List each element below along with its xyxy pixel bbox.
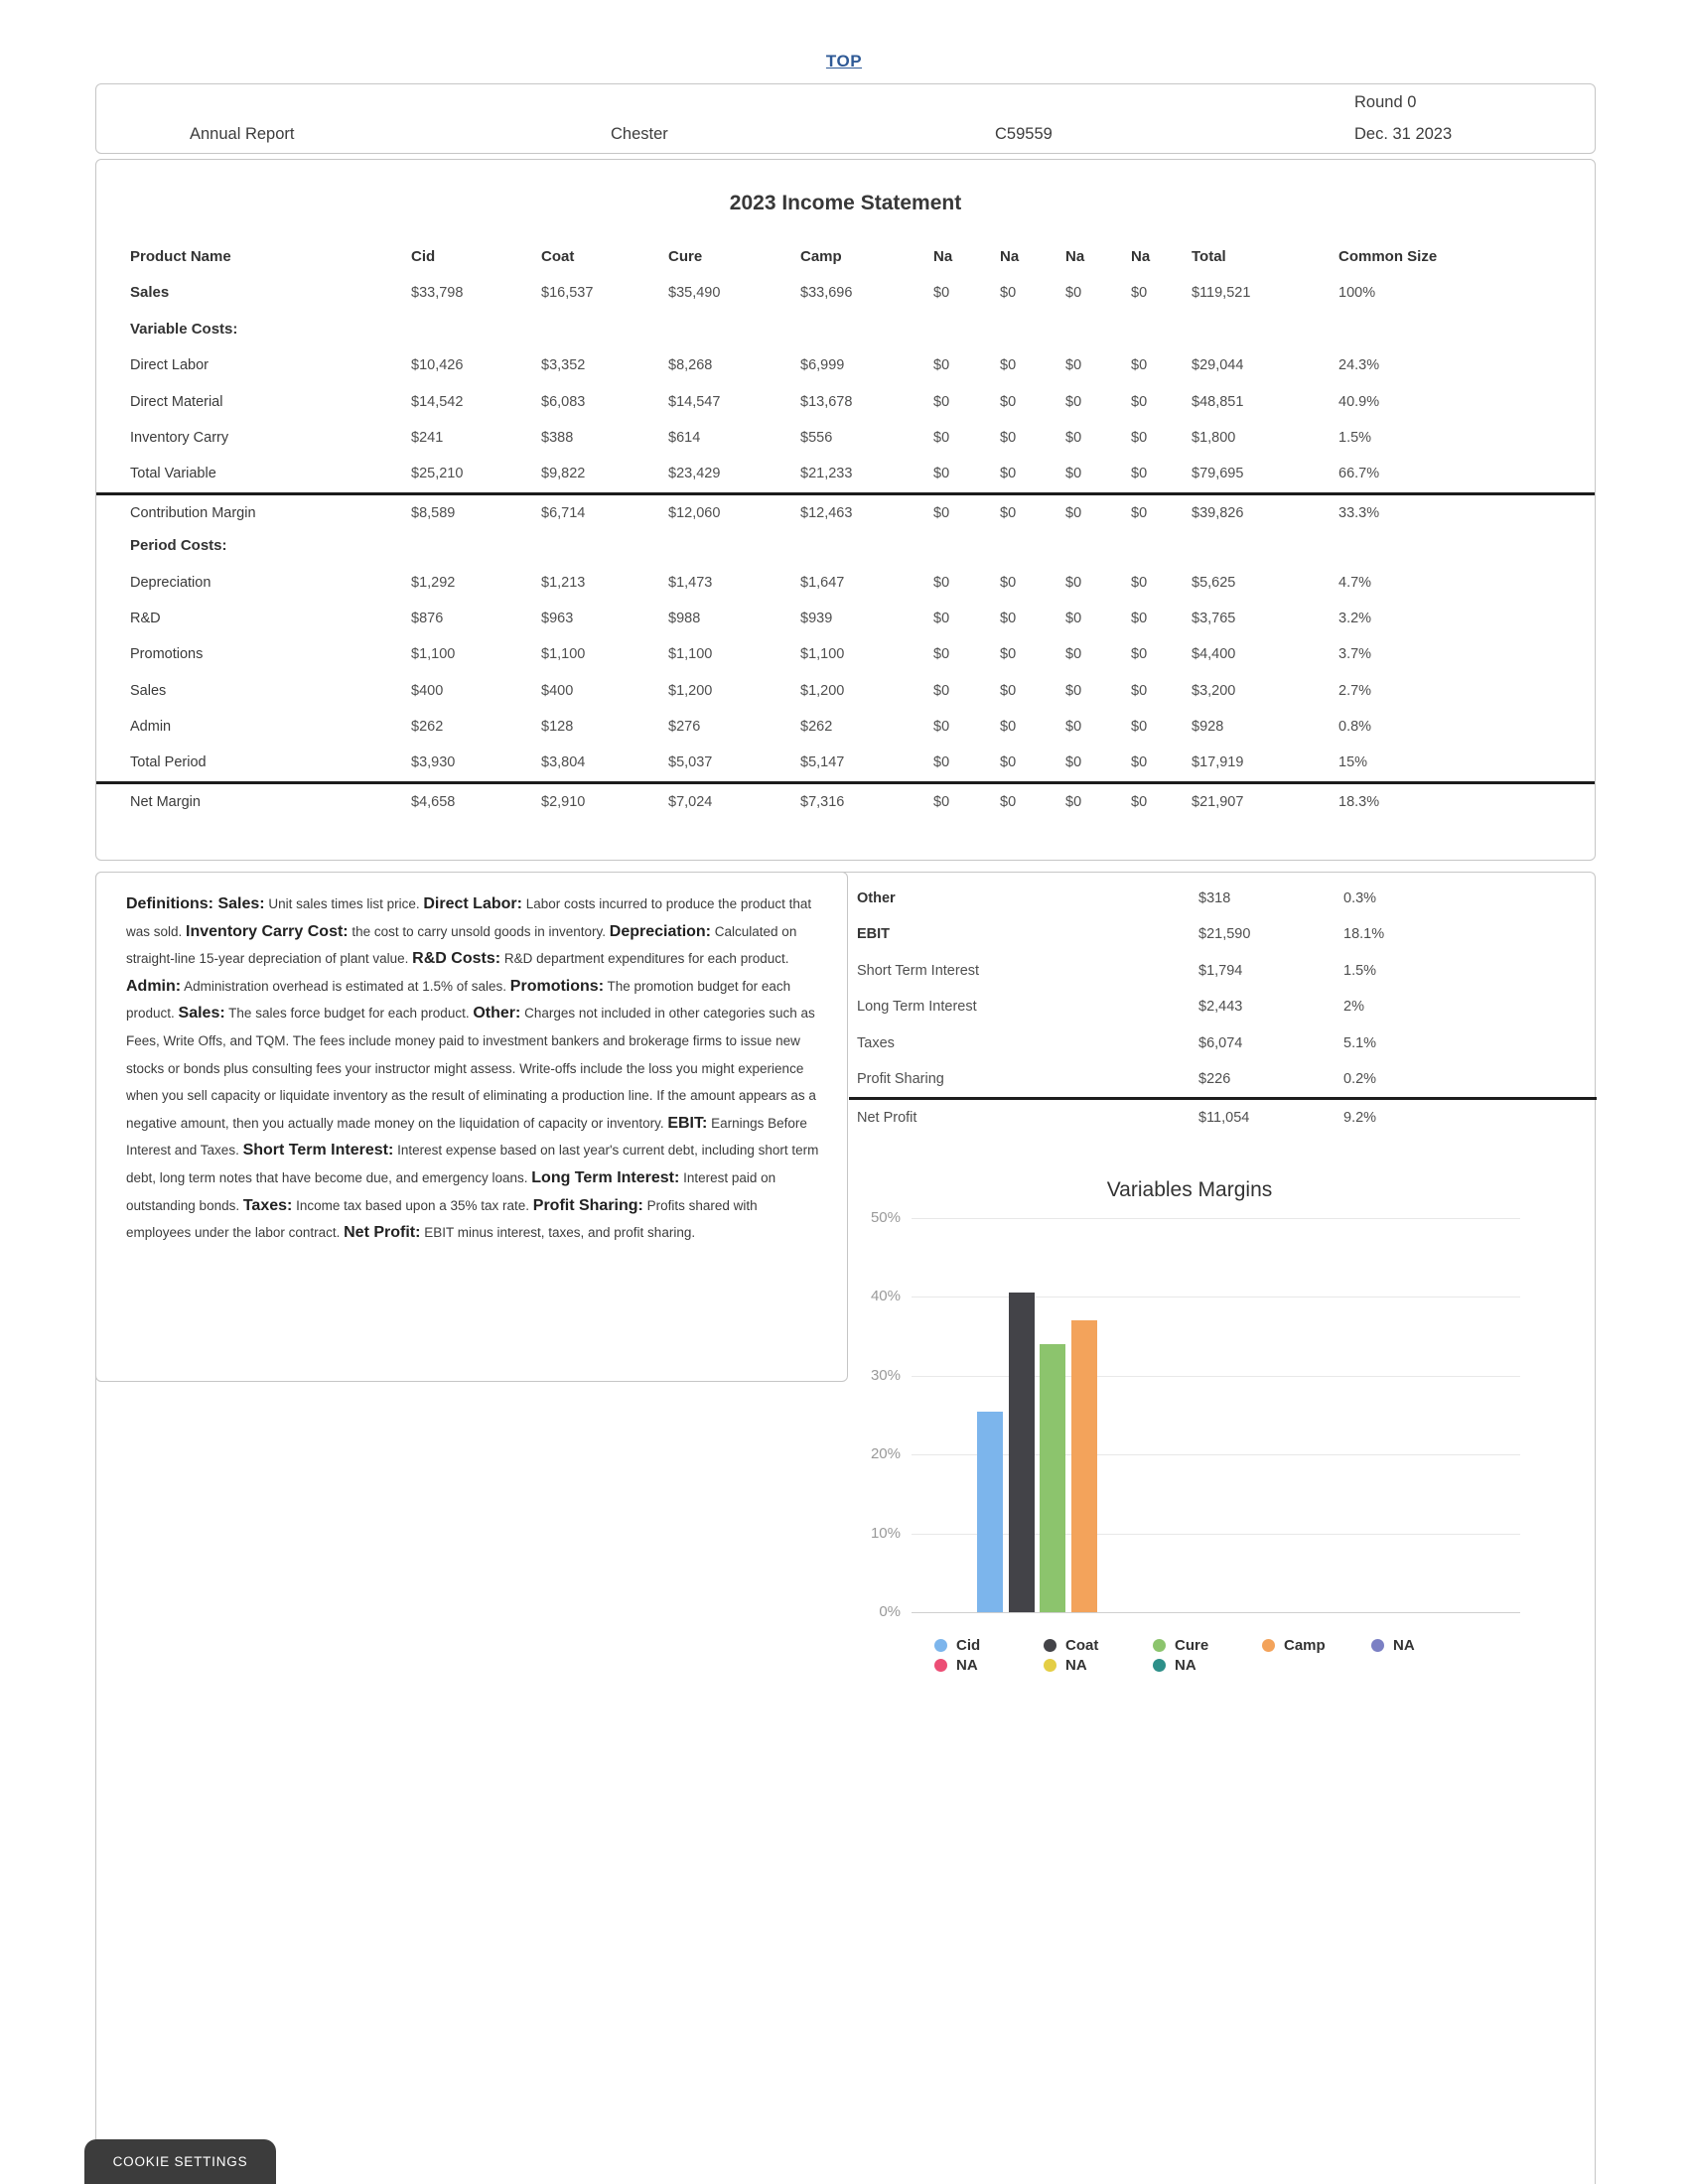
row-value: $0 xyxy=(1065,393,1082,410)
summary-row xyxy=(849,989,1597,1024)
column-header: Na xyxy=(1000,248,1020,265)
row-value: 15% xyxy=(1338,754,1368,771)
row-value: $6,083 xyxy=(541,393,586,410)
row-value: $21,907 xyxy=(1192,793,1244,810)
row-value: $0 xyxy=(1000,682,1017,699)
row-value: $0 xyxy=(1000,357,1017,374)
row-value: $0 xyxy=(1065,682,1082,699)
row-value: $0 xyxy=(933,682,950,699)
row-value: $928 xyxy=(1192,719,1224,736)
column-header: Camp xyxy=(800,248,842,265)
legend-label: Coat xyxy=(1065,1637,1099,1654)
row-value: $128 xyxy=(541,719,574,736)
legend-swatch-icon xyxy=(1153,1639,1166,1652)
round-label: Round 0 xyxy=(1354,93,1417,111)
definitions-box xyxy=(95,872,848,1382)
summary-row xyxy=(849,1097,1597,1133)
row-value: $0 xyxy=(1065,285,1082,302)
row-value: $1,100 xyxy=(800,646,845,663)
summary-value: $21,590 xyxy=(1198,926,1251,943)
legend-swatch-icon xyxy=(1371,1639,1384,1652)
row-value: $0 xyxy=(1000,574,1017,591)
row-value: $5,625 xyxy=(1192,574,1236,591)
row-value: $25,210 xyxy=(411,466,464,482)
row-value: 33.3% xyxy=(1338,504,1380,521)
row-value: $17,919 xyxy=(1192,754,1244,771)
row-value: $0 xyxy=(1131,466,1148,482)
row-value: $21,233 xyxy=(800,466,853,482)
row-value: $0 xyxy=(1065,357,1082,374)
y-axis-label: 40% xyxy=(870,1288,901,1305)
gridline xyxy=(912,1612,1520,1613)
company-name: Chester xyxy=(611,125,668,143)
summary-pct: 2% xyxy=(1343,999,1364,1016)
definition-term: Admin: xyxy=(126,977,182,995)
gridline xyxy=(912,1376,1520,1377)
row-value: 18.3% xyxy=(1338,793,1380,810)
column-header: Cure xyxy=(668,248,703,265)
row-value: 40.9% xyxy=(1338,393,1380,410)
row-value: $0 xyxy=(1000,285,1017,302)
row-label: Contribution Margin xyxy=(130,504,256,521)
row-value: $1,213 xyxy=(541,574,586,591)
summary-value: $6,074 xyxy=(1198,1034,1243,1051)
row-value: $29,044 xyxy=(1192,357,1244,374)
row-value: $0 xyxy=(933,429,950,446)
row-value: $1,473 xyxy=(668,574,713,591)
bar-cid[interactable] xyxy=(977,1412,1003,1612)
legend-label: Cid xyxy=(956,1637,981,1654)
row-label: Admin xyxy=(130,719,172,736)
header-box xyxy=(95,83,1596,154)
row-value: $0 xyxy=(1000,754,1017,771)
row-value: $48,851 xyxy=(1192,393,1244,410)
row-value: $0 xyxy=(1065,719,1082,736)
report-title: Annual Report xyxy=(190,125,295,143)
income-table-row xyxy=(96,636,1595,672)
legend-item-camp[interactable] xyxy=(1262,1637,1371,1654)
row-value: $33,798 xyxy=(411,285,464,302)
summary-label: Taxes xyxy=(857,1034,895,1051)
column-header: Total xyxy=(1192,248,1226,265)
column-header: Na xyxy=(1065,248,1085,265)
row-value: $0 xyxy=(933,754,950,771)
row-value: $119,521 xyxy=(1192,285,1251,302)
income-table-row xyxy=(96,673,1595,709)
row-value: $0 xyxy=(1065,793,1082,810)
row-value: $0 xyxy=(933,646,950,663)
row-value: $614 xyxy=(668,429,701,446)
row-value: $3,352 xyxy=(541,357,586,374)
column-header: Na xyxy=(933,248,953,265)
row-value: $0 xyxy=(1131,429,1148,446)
summary-row xyxy=(849,1061,1597,1097)
summary-label: Other xyxy=(857,890,896,906)
income-table-row xyxy=(96,347,1595,383)
summary-label: Profit Sharing xyxy=(857,1070,944,1087)
row-value: $0 xyxy=(1131,285,1148,302)
row-value: $0 xyxy=(1000,504,1017,521)
legend-swatch-icon xyxy=(934,1639,947,1652)
legend-item-coat[interactable] xyxy=(1044,1637,1153,1654)
row-value: $3,765 xyxy=(1192,610,1236,626)
row-label: Net Margin xyxy=(130,793,201,810)
row-value: $0 xyxy=(1131,754,1148,771)
summary-row xyxy=(849,953,1597,989)
y-axis-label: 10% xyxy=(870,1524,901,1542)
income-table-row xyxy=(96,456,1595,491)
row-value: $12,060 xyxy=(668,504,721,521)
row-value: $8,589 xyxy=(411,504,456,521)
definition-term: R&D Costs: xyxy=(412,950,501,968)
row-value: $1,200 xyxy=(800,682,845,699)
row-label: Variable Costs: xyxy=(130,320,238,338)
row-value: $0 xyxy=(1065,466,1082,482)
definition-term: Long Term Interest: xyxy=(531,1168,680,1186)
summary-label: Long Term Interest xyxy=(857,999,977,1016)
definition-term: EBIT: xyxy=(667,1114,708,1132)
column-header: Cid xyxy=(411,248,436,265)
row-label: Direct Material xyxy=(130,393,223,410)
summary-value: $11,054 xyxy=(1198,1110,1250,1127)
report-date: Dec. 31 2023 xyxy=(1354,125,1453,143)
company-code: C59559 xyxy=(995,125,1053,143)
summary-value: $2,443 xyxy=(1198,999,1243,1016)
row-label: Sales xyxy=(130,682,167,699)
income-statement-table xyxy=(96,239,1595,817)
row-value: $0 xyxy=(1065,504,1082,521)
row-value: $241 xyxy=(411,429,444,446)
legend-swatch-icon xyxy=(1044,1639,1056,1652)
row-value: $0 xyxy=(1131,646,1148,663)
row-value: $5,037 xyxy=(668,754,713,771)
row-value: $1,100 xyxy=(411,646,456,663)
summary-label: Net Profit xyxy=(857,1110,917,1127)
definition-term: Sales: xyxy=(178,1005,225,1023)
row-value: $939 xyxy=(800,610,833,626)
definition-term: Depreciation: xyxy=(609,922,712,940)
row-value: $7,316 xyxy=(800,793,845,810)
row-value: $0 xyxy=(1000,393,1017,410)
legend-label: Cure xyxy=(1175,1637,1209,1654)
row-value: $0 xyxy=(1000,646,1017,663)
row-value: $0 xyxy=(1131,610,1148,626)
row-value: $0 xyxy=(933,574,950,591)
summary-label: EBIT xyxy=(857,926,891,943)
legend-item-cure[interactable] xyxy=(1153,1637,1262,1654)
definition-term: Direct Labor: xyxy=(423,895,522,912)
income-table-row xyxy=(96,528,1595,564)
row-value: $16,537 xyxy=(541,285,594,302)
definition-term: Taxes: xyxy=(242,1196,293,1214)
legend-item-na[interactable] xyxy=(1371,1637,1480,1654)
row-value: $0 xyxy=(1000,466,1017,482)
legend-swatch-icon xyxy=(934,1659,947,1672)
y-axis-label: 0% xyxy=(879,1603,901,1620)
row-value: $1,292 xyxy=(411,574,456,591)
row-value: $0 xyxy=(1000,793,1017,810)
row-value: $4,400 xyxy=(1192,646,1236,663)
legend-swatch-icon xyxy=(1044,1659,1056,1672)
row-value: $6,999 xyxy=(800,357,845,374)
summary-value: $226 xyxy=(1198,1070,1231,1087)
column-header: Common Size xyxy=(1338,248,1438,265)
row-value: $262 xyxy=(800,719,833,736)
row-value: $0 xyxy=(1000,719,1017,736)
gridline xyxy=(912,1218,1520,1219)
definition-term: Short Term Interest: xyxy=(242,1142,394,1160)
legend-item-na[interactable] xyxy=(1044,1657,1153,1674)
row-value: $35,490 xyxy=(668,285,721,302)
row-value: $276 xyxy=(668,719,701,736)
row-label: Sales xyxy=(130,284,170,302)
summary-pct: 18.1% xyxy=(1343,926,1385,943)
row-value: $8,268 xyxy=(668,357,713,374)
row-value: $0 xyxy=(1131,357,1148,374)
legend-swatch-icon xyxy=(1153,1659,1166,1672)
chart-title: Variables Margins xyxy=(1106,1178,1273,1201)
legend-item-na[interactable] xyxy=(934,1657,1044,1674)
row-value: $6,714 xyxy=(541,504,586,521)
summary-row xyxy=(849,916,1597,952)
row-value: $0 xyxy=(933,357,950,374)
row-value: $400 xyxy=(411,682,444,699)
legend-label: NA xyxy=(1065,1657,1087,1674)
row-value: $14,542 xyxy=(411,393,464,410)
summary-row xyxy=(849,881,1597,916)
row-value: $23,429 xyxy=(668,466,721,482)
row-value: $9,822 xyxy=(541,466,586,482)
row-value: $0 xyxy=(933,719,950,736)
y-axis-label: 30% xyxy=(870,1366,901,1384)
row-label: Depreciation xyxy=(130,574,211,591)
row-value: $5,147 xyxy=(800,754,845,771)
income-table-row xyxy=(96,745,1595,780)
row-value: 66.7% xyxy=(1338,466,1380,482)
definition-term: Definitions: xyxy=(126,895,218,912)
definition-term: Other: xyxy=(473,1005,521,1023)
row-value: $400 xyxy=(541,682,574,699)
row-value: 3.7% xyxy=(1338,646,1372,663)
row-value: $1,800 xyxy=(1192,429,1236,446)
definition-term: Sales: xyxy=(217,895,265,912)
summary-value: $1,794 xyxy=(1198,962,1243,979)
row-value: $0 xyxy=(1065,754,1082,771)
income-statement-box xyxy=(95,159,1596,861)
row-value: 1.5% xyxy=(1338,429,1372,446)
row-value: $33,696 xyxy=(800,285,853,302)
row-value: 24.3% xyxy=(1338,357,1380,374)
column-header: Coat xyxy=(541,248,575,265)
row-value: $7,024 xyxy=(668,793,713,810)
summary-value: $318 xyxy=(1198,890,1231,906)
summary-pct: 0.2% xyxy=(1343,1070,1377,1087)
row-value: $262 xyxy=(411,719,444,736)
row-label: Direct Labor xyxy=(130,357,209,374)
definition-term: Promotions: xyxy=(509,977,605,995)
summary-pct: 9.2% xyxy=(1343,1110,1377,1127)
row-value: $0 xyxy=(1065,646,1082,663)
legend-label: NA xyxy=(1393,1637,1415,1654)
cookie-settings-button[interactable]: COOKIE SETTINGS xyxy=(84,2139,276,2184)
row-value: $963 xyxy=(541,610,574,626)
row-value: $876 xyxy=(411,610,444,626)
row-label: Total Period xyxy=(130,754,207,771)
bar-coat[interactable] xyxy=(1009,1293,1035,1612)
summary-row xyxy=(849,1025,1597,1061)
row-label: Promotions xyxy=(130,646,204,663)
row-value: $0 xyxy=(1131,393,1148,410)
income-table-row xyxy=(96,420,1595,456)
income-table-row xyxy=(96,312,1595,347)
row-value: 0.8% xyxy=(1338,719,1372,736)
column-header: Na xyxy=(1131,248,1151,265)
row-label: Inventory Carry xyxy=(130,429,229,446)
row-value: $1,200 xyxy=(668,682,713,699)
row-value: $12,463 xyxy=(800,504,853,521)
legend-swatch-icon xyxy=(1262,1639,1275,1652)
row-value: $3,930 xyxy=(411,754,456,771)
row-label: Period Costs: xyxy=(130,537,227,555)
bar-camp[interactable] xyxy=(1071,1320,1097,1612)
definition-term: Net Profit: xyxy=(344,1224,421,1242)
row-value: $0 xyxy=(933,285,950,302)
legend-label: Camp xyxy=(1284,1637,1326,1654)
income-table-row xyxy=(96,709,1595,745)
row-value: $0 xyxy=(933,393,950,410)
row-value: 3.2% xyxy=(1338,610,1372,626)
row-value: $1,100 xyxy=(668,646,713,663)
row-value: $0 xyxy=(1131,682,1148,699)
row-value: $2,910 xyxy=(541,793,586,810)
legend-item-cid[interactable] xyxy=(934,1637,1044,1654)
summary-table xyxy=(849,881,1597,1134)
summary-pct: 0.3% xyxy=(1343,890,1377,906)
row-value: $0 xyxy=(933,466,950,482)
y-axis-label: 50% xyxy=(870,1209,901,1226)
row-value: $10,426 xyxy=(411,357,464,374)
row-value: $988 xyxy=(668,610,701,626)
income-table-header xyxy=(96,239,1595,275)
row-value: $3,804 xyxy=(541,754,586,771)
row-value: $3,200 xyxy=(1192,682,1236,699)
row-value: 100% xyxy=(1338,285,1376,302)
top-link[interactable]: TOP xyxy=(825,52,863,70)
chart-legend xyxy=(934,1637,1490,1674)
income-table-row xyxy=(96,781,1595,817)
row-value: $556 xyxy=(800,429,833,446)
row-value: $0 xyxy=(1000,610,1017,626)
row-value: $13,678 xyxy=(800,393,853,410)
row-value: $1,647 xyxy=(800,574,845,591)
row-value: $0 xyxy=(1000,429,1017,446)
row-value: 2.7% xyxy=(1338,682,1372,699)
row-value: $0 xyxy=(1065,610,1082,626)
row-value: $0 xyxy=(933,610,950,626)
row-value: $79,695 xyxy=(1192,466,1244,482)
income-table-row xyxy=(96,275,1595,311)
y-axis-label: 20% xyxy=(870,1445,901,1463)
row-value: $39,826 xyxy=(1192,504,1244,521)
definition-term: Profit Sharing: xyxy=(532,1196,643,1214)
bar-cure[interactable] xyxy=(1040,1344,1065,1612)
row-value: $0 xyxy=(933,793,950,810)
row-value: $0 xyxy=(1131,574,1148,591)
row-value: $0 xyxy=(933,504,950,521)
legend-item-na[interactable] xyxy=(1153,1657,1262,1674)
row-value: $14,547 xyxy=(668,393,721,410)
row-value: $4,658 xyxy=(411,793,456,810)
income-table-row xyxy=(96,565,1595,601)
row-value: $0 xyxy=(1131,719,1148,736)
income-table-row xyxy=(96,601,1595,636)
income-statement-title: 2023 Income Statement xyxy=(729,192,962,214)
margins-chart xyxy=(849,1172,1530,1728)
row-value: $0 xyxy=(1065,574,1082,591)
definitions-text: Definitions: Sales: Unit sales times list price. Direct Labor: Labor costs incurred to produce the product that was sold. Inventory Carry Cost: the cost to carry unsold goods in inventory. Depreciation: Calculated on straight-line 15-year depreciation of plant value. R&D Costs: R&D department expenditures for each product. Admin: Administration overhead is estimated at 1.5% of sales. Promotions: The promotion budget for each product. Sales: The sales force budget for each product. Other: Charges not included in other categories such as Fees, Write Offs, and TQM. The fees include money paid to investment bankers and brokerage firms to issue new stocks or bonds plus consulting fees your instructor might assess. Write-offs include the loss you might experience when you sell capacity or liquidate inventory as the result of eliminating a production line. If the amount appears as a negative amount, then you actually made money on the liquidation of capacity or inventory. EBIT: Earnings Before Interest and Taxes. Short Term Interest: Interest expense based on last year's current debt, including short term debt, long term notes that have become due, and emergency loans. Long Term Interest: Interest paid on outstanding bonds. Taxes: Income tax based upon a 35% tax rate. Profit Sharing: Profits shared with employees under the labor contract. Net Profit: EBIT minus interest, taxes, and profit sharing. xyxy=(126,895,819,1242)
income-table-row xyxy=(96,384,1595,420)
row-label: Total Variable xyxy=(130,466,216,482)
row-value: 4.7% xyxy=(1338,574,1372,591)
legend-label: NA xyxy=(1175,1657,1196,1674)
row-value: $1,100 xyxy=(541,646,586,663)
legend-label: NA xyxy=(956,1657,978,1674)
definition-term: Inventory Carry Cost: xyxy=(186,922,349,940)
summary-pct: 5.1% xyxy=(1343,1034,1377,1051)
income-table-row xyxy=(96,492,1595,528)
row-value: $0 xyxy=(1131,793,1148,810)
row-value: $0 xyxy=(1131,504,1148,521)
row-value: $0 xyxy=(1065,429,1082,446)
summary-label: Short Term Interest xyxy=(857,962,980,979)
row-label: R&D xyxy=(130,610,161,626)
column-header: Product Name xyxy=(130,248,231,265)
row-value: $388 xyxy=(541,429,574,446)
summary-pct: 1.5% xyxy=(1343,962,1377,979)
